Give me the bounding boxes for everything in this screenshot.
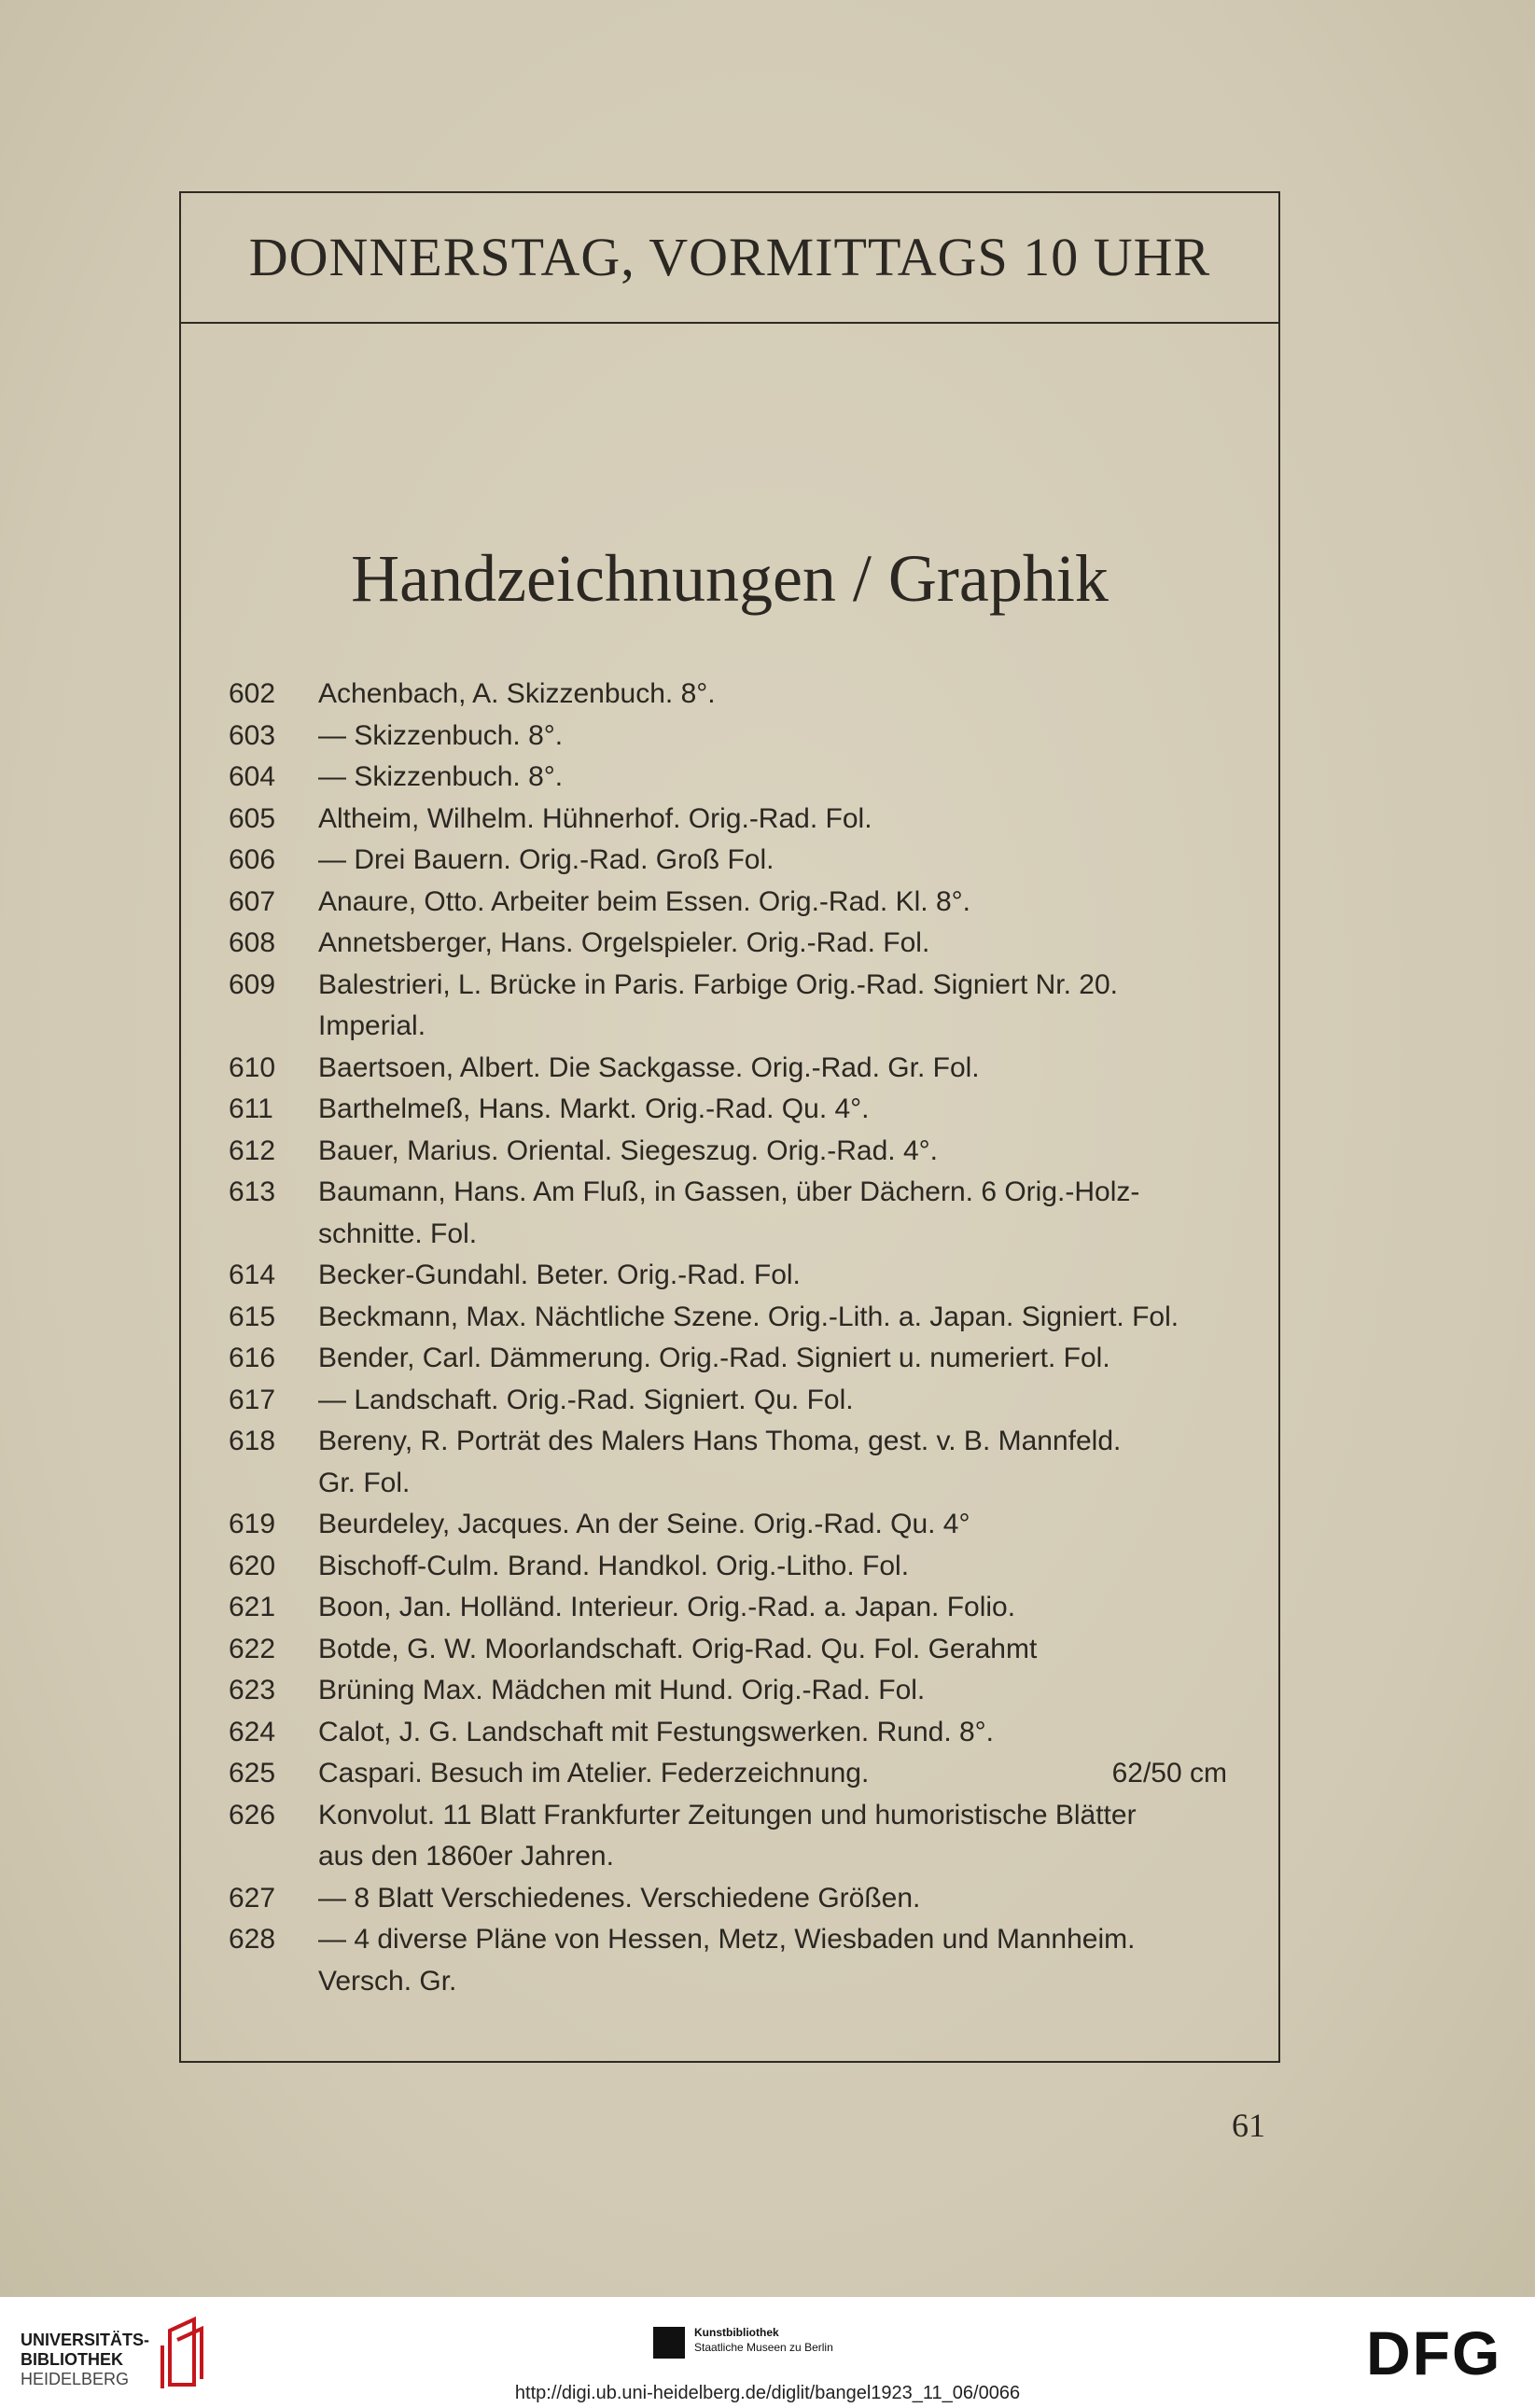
entry-text <box>318 1255 1227 1297</box>
entry-number: 606 <box>229 844 276 875</box>
entry-text <box>318 757 1227 799</box>
entry-continuation: Gr. Fol. <box>318 1467 411 1498</box>
entry-continuation: aus den 1860er Jahren. <box>318 1841 614 1872</box>
entry-description: — Landschaft. Orig.-Rad. Signiert. Qu. Fol. <box>318 1384 854 1415</box>
library-name-line3: HEIDELBERG <box>21 2370 130 2388</box>
entry-text <box>318 1338 1227 1380</box>
entry-description: Bereny, R. Porträt des Malers Hans Thoma, gest. v. B. Mannfeld. <box>318 1426 1122 1456</box>
entry-description: Becker-Gundahl. Beter. Orig.-Rad. Fol. <box>318 1260 801 1290</box>
entry-text <box>318 1172 1227 1255</box>
catalog-entry <box>229 716 1227 758</box>
catalog-entry <box>229 1172 1227 1255</box>
entry-text <box>318 1380 1227 1422</box>
entry-description: Beckmann, Max. Nächtliche Szene. Orig.-Lith. a. Japan. Signiert. Fol. <box>318 1301 1179 1332</box>
catalog-entry <box>229 1753 1227 1795</box>
entry-number: 611 <box>229 1093 273 1124</box>
header-rule <box>179 322 1280 324</box>
catalog-entry <box>229 1712 1227 1754</box>
partner-name: Kunstbibliothek <box>694 2326 779 2339</box>
entry-description: Botde, G. W. Moorlandschaft. Orig-Rad. Qu. Fol. Gerahmt <box>318 1633 1038 1664</box>
entry-description: — Skizzenbuch. 8°. <box>318 761 564 792</box>
entry-description: Boon, Jan. Holländ. Interieur. Orig.-Rad. a. Japan. Folio. <box>318 1592 1016 1622</box>
entry-text <box>318 1504 1227 1546</box>
entry-number: 614 <box>229 1260 276 1290</box>
catalog-entry <box>229 1421 1227 1504</box>
catalog-entry <box>229 1380 1227 1422</box>
partner-mark-icon <box>653 2327 685 2359</box>
entry-description: Baertsoen, Albert. Die Sackgasse. Orig.-Rad. Gr. Fol. <box>318 1051 980 1083</box>
entry-description: Annetsberger, Hans. Orgelspieler. Orig.-Rad. Fol. <box>318 927 930 958</box>
funder-logo[interactable]: DFG <box>1366 2318 1502 2387</box>
page-number: 61 <box>1232 2107 1265 2144</box>
entry-text <box>318 799 1227 841</box>
entry-text <box>318 840 1227 882</box>
partner-subname: Staatliche Museen zu Berlin <box>694 2341 833 2354</box>
entry-description: Barthelmeß, Hans. Markt. Orig.-Rad. Qu. 4°. <box>318 1093 870 1124</box>
entry-text <box>318 1878 1227 1920</box>
entry-number: 603 <box>229 719 276 751</box>
entry-number: 623 <box>229 1675 276 1705</box>
catalog-entry <box>229 799 1227 841</box>
catalog-entry <box>229 1089 1227 1131</box>
entry-text <box>318 882 1227 924</box>
entry-text <box>318 1795 1227 1878</box>
entry-description: Caspari. Besuch im Atelier. Federzeichnung. <box>318 1758 870 1789</box>
entry-number: 621 <box>229 1592 276 1622</box>
entry-number: 628 <box>229 1924 276 1955</box>
library-mark-icon <box>157 2314 209 2390</box>
entry-description: — 8 Blatt Verschiedenes. Verschiedene Größen. <box>318 1882 921 1914</box>
entry-text <box>318 1131 1227 1173</box>
entry-number: 609 <box>229 968 276 1000</box>
catalog-entry <box>229 882 1227 924</box>
catalog-entry <box>229 1670 1227 1712</box>
page-heading: DONNERSTAG, VORMITTAGS 10 UHR <box>248 227 1211 287</box>
entry-text <box>318 716 1227 758</box>
catalog-entry <box>229 1131 1227 1173</box>
catalog-entry <box>229 1629 1227 1671</box>
catalog-entry <box>229 674 1227 716</box>
catalog-entry <box>229 1048 1227 1090</box>
catalog-entry <box>229 1795 1227 1878</box>
entry-number: 615 <box>229 1301 276 1332</box>
entry-text <box>318 1421 1227 1504</box>
entry-number: 624 <box>229 1716 276 1747</box>
entry-text <box>318 1048 1227 1090</box>
entry-text <box>318 1297 1227 1339</box>
source-url[interactable]: http://digi.ub.uni-heidelberg.de/diglit/bangel1923_11_06/0066 <box>514 2383 1021 2403</box>
entry-text <box>318 674 1227 716</box>
entry-description: Achenbach, A. Skizzenbuch. 8°. <box>318 678 716 709</box>
entry-text <box>318 1546 1227 1588</box>
entry-description: Bischoff-Culm. Brand. Handkol. Orig.-Litho. Fol. <box>318 1550 910 1581</box>
catalog-entry <box>229 1919 1227 2002</box>
catalog-entry <box>229 1504 1227 1546</box>
library-logo[interactable] <box>21 2331 149 2389</box>
entry-description: Balestrieri, L. Brücke in Paris. Farbige Orig.-Rad. Signiert Nr. 20. <box>318 968 1118 1000</box>
entry-number: 612 <box>229 1134 276 1166</box>
entry-description: Baumann, Hans. Am Fluß, in Gassen, über Dächern. 6 Orig.-Holz- <box>318 1176 1140 1207</box>
catalog-entry <box>229 965 1227 1048</box>
catalog-entry <box>229 757 1227 799</box>
entry-number: 627 <box>229 1882 276 1914</box>
entry-text <box>318 1753 1227 1795</box>
entry-number: 626 <box>229 1799 276 1830</box>
entry-description: Calot, J. G. Landschaft mit Festungswerken. Rund. 8°. <box>318 1716 994 1747</box>
entry-number: 622 <box>229 1633 276 1664</box>
catalog-entry <box>229 1255 1227 1297</box>
entry-text <box>318 965 1227 1048</box>
entry-description: Bender, Carl. Dämmerung. Orig.-Rad. Signiert u. numeriert. Fol. <box>318 1343 1110 1373</box>
entry-number: 625 <box>229 1758 276 1789</box>
catalog-entry <box>229 1338 1227 1380</box>
catalog-list <box>229 674 1227 2002</box>
catalog-entry <box>229 923 1227 965</box>
entry-number: 616 <box>229 1343 276 1373</box>
section-title: Handzeichnungen / Graphik <box>351 541 1109 616</box>
entry-number: 613 <box>229 1176 276 1207</box>
library-name-line1: UNIVERSITÄTS- <box>21 2331 150 2349</box>
catalog-entry <box>229 1546 1227 1588</box>
entry-text <box>318 1670 1227 1712</box>
entry-number: 610 <box>229 1051 276 1083</box>
entry-text <box>318 1629 1227 1671</box>
entry-text <box>318 1919 1227 2002</box>
entry-description: Konvolut. 11 Blatt Frankfurter Zeitungen und humoristische Blätter <box>318 1799 1137 1830</box>
entry-description: — 4 diverse Pläne von Hessen, Metz, Wiesbaden und Mannheim. <box>318 1924 1136 1955</box>
entry-text <box>318 1587 1227 1629</box>
entry-number: 607 <box>229 885 276 917</box>
entry-number: 617 <box>229 1384 276 1415</box>
entry-continuation: Imperial. <box>318 1010 426 1041</box>
entry-text <box>318 1712 1227 1754</box>
entry-number: 620 <box>229 1550 276 1581</box>
entry-number: 604 <box>229 761 276 792</box>
entry-description: Anaure, Otto. Arbeiter beim Essen. Orig.-Rad. Kl. 8°. <box>318 885 970 917</box>
catalog-entry <box>229 840 1227 882</box>
footer-bar <box>0 2297 1535 2408</box>
entry-number: 605 <box>229 802 276 834</box>
catalog-entry <box>229 1878 1227 1920</box>
entry-text <box>318 923 1227 965</box>
catalog-entry <box>229 1587 1227 1629</box>
entry-dimensions: 62/50 cm <box>1111 1758 1227 1789</box>
entry-description: — Skizzenbuch. 8°. <box>318 719 564 751</box>
entry-number: 608 <box>229 927 276 958</box>
entry-number: 619 <box>229 1509 276 1539</box>
catalog-entry <box>229 1297 1227 1339</box>
entry-number: 602 <box>229 678 276 709</box>
entry-description: Beurdeley, Jacques. An der Seine. Orig.-Rad. Qu. 4° <box>318 1509 970 1539</box>
entry-description: — Drei Bauern. Orig.-Rad. Groß Fol. <box>318 844 774 875</box>
library-name-line2: BIBLIOTHEK <box>21 2350 123 2369</box>
entry-description: Brüning Max. Mädchen mit Hund. Orig.-Rad. Fol. <box>318 1675 926 1705</box>
entry-text <box>318 1089 1227 1131</box>
entry-continuation: schnitte. Fol. <box>318 1218 478 1249</box>
entry-continuation: Versch. Gr. <box>318 1965 457 1997</box>
entry-description: Bauer, Marius. Oriental. Siegeszug. Orig.-Rad. 4°. <box>318 1134 938 1166</box>
entry-number: 618 <box>229 1426 276 1456</box>
entry-description: Altheim, Wilhelm. Hühnerhof. Orig.-Rad. Fol. <box>318 802 872 834</box>
